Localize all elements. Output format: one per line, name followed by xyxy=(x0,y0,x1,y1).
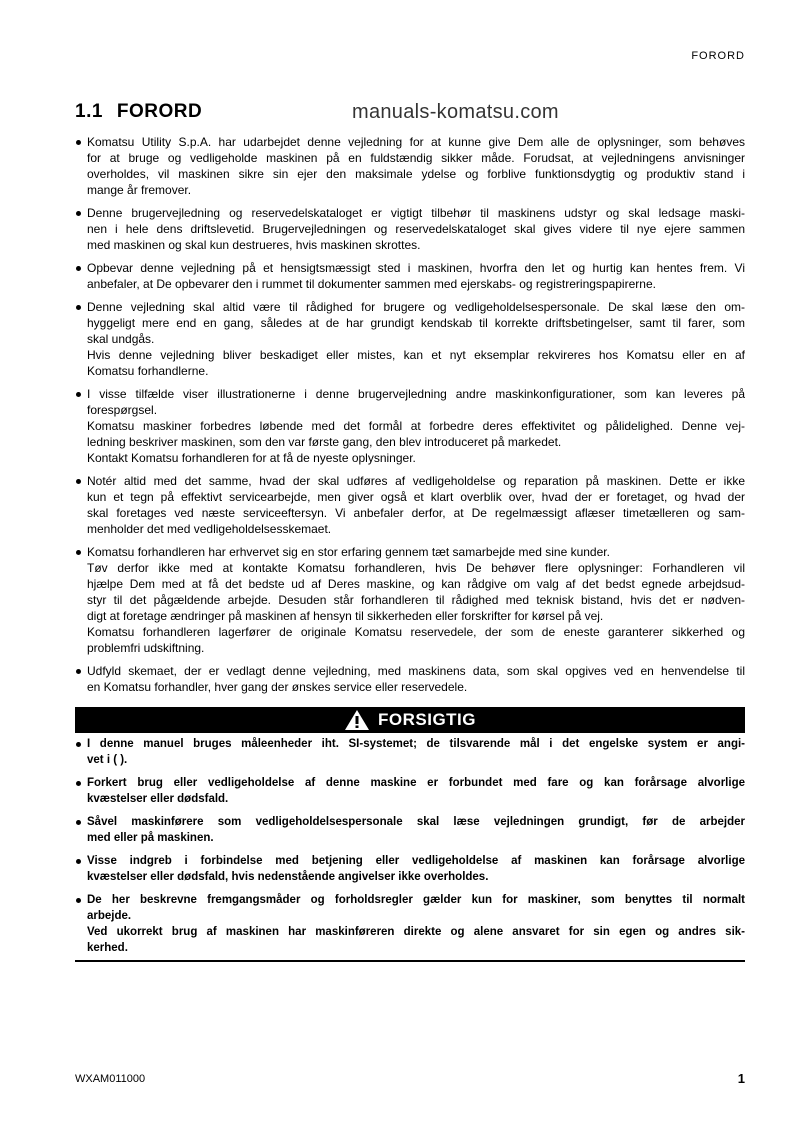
text-line: ledning beskriver maskinen, som den var første gang, den blev introduceret på markedet. xyxy=(87,435,562,449)
text-line: overholdes, vil maskinen sikre sin ejer den maksimale ydelse og forblive funktionsdygtig og produktiv stand i xyxy=(87,167,745,181)
list-item xyxy=(75,473,745,537)
list-item xyxy=(75,892,745,956)
text-line: med maskinen og skal kun destrueres, hvis maskinen skrottes. xyxy=(87,238,421,252)
text-line: Hvis denne vejledning bliver beskadiget eller mistes, kan et nyt eksemplar rekvireres hos Komatsu eller en af xyxy=(87,348,745,362)
text-line: en Komatsu forhandler, hver gang der ønskes service eller reservedele. xyxy=(87,680,468,694)
text-line: vet i ( ). xyxy=(87,754,128,766)
text-line: kun et tegn på effektivt servicearbejde, men giver også et klart overblik over, hvad der er foretaget, og hvad der xyxy=(87,490,745,504)
text-line: kvæstelser eller dødsfald. xyxy=(87,793,229,805)
text-line: Komatsu maskiner forbedres løbende med det formål at forbedre deres effektivitet og pålidelighed. Denne vej- xyxy=(87,419,745,433)
text-line: menholder det med vedligeholdelsesskemaet. xyxy=(87,522,332,536)
text-line: kvæstelser eller dødsfald, hvis nedenstående angivelser ikke overholdes. xyxy=(87,871,489,883)
text-line: anbefaler, at De opbevarer den i rummet til dokumenter sammen med ejerskabs- og registreringspapirerne. xyxy=(87,277,656,291)
text-line: Notér altid med det samme, hvad der skal udføres af vedligeholdelse og reparation på maskinen. Dette er ikke xyxy=(87,474,745,488)
text-line: mange år fremover. xyxy=(87,183,192,197)
watermark: manuals-komatsu.com xyxy=(352,101,559,123)
caution-label: FORSIGTIG xyxy=(378,710,476,729)
section-number: 1.1 xyxy=(75,101,103,122)
bullet-icon xyxy=(76,211,81,216)
list-item xyxy=(75,775,745,807)
section-title-text: FORORD xyxy=(116,101,203,122)
bullet-icon xyxy=(76,266,81,271)
running-header: FORORD xyxy=(691,50,745,62)
list-item xyxy=(75,736,745,768)
section-title xyxy=(75,101,202,123)
list-item xyxy=(75,260,745,292)
bullet-icon xyxy=(76,820,81,825)
text-line: Forkert brug eller vedligeholdelse af denne maskine er forbundet med fare og kan forårsage alvorlige xyxy=(87,777,745,789)
text-line: nen i hele dens driftslevetid. Brugervejledningen og reservedelskataloget skal gives videre til nye ejere sammen xyxy=(87,222,745,236)
text-line: Ved ukorrekt brug af maskinen har maskinføreren direkte og alene ansvaret for sin egen og andres sik- xyxy=(87,926,745,938)
text-line: Komatsu Utility S.p.A. har udarbejdet denne vejledning for at kunne give Dem alle de oplysninger, som behøves xyxy=(87,135,745,149)
text-line: Komatsu forhandleren lagerfører de originale Komatsu reservedele, der som de eneste garanterer sikkerhed og xyxy=(87,625,745,639)
text-line: Udfyld skemaet, der er vedlagt denne vejledning, med maskinens data, som skal opgives ved en henvendelse til xyxy=(87,664,745,678)
text-line: Komatsu forhandlerne. xyxy=(87,364,209,378)
text-line: digt at foretage ændringer på maskinen af hensyn til sikkerheden eller forskrifter for kørsel på vej. xyxy=(87,609,604,623)
bullet-icon xyxy=(76,859,81,864)
text-line: styr til det pågældende arbejde. Desuden står forhandleren til rådighed med teknisk bistand, hvis det er nødven- xyxy=(87,593,745,607)
text-line: Denne brugervejledning og reservedelskataloget er vigtigt tilbehør til maskinens udstyr og skal ledsage maski- xyxy=(87,206,745,220)
bullet-icon xyxy=(76,140,81,145)
text-line: problemfri udskiftning. xyxy=(87,641,205,655)
bullet-icon xyxy=(76,669,81,674)
intro-bullet-list xyxy=(75,134,745,702)
text-line: skal foretages ved næste serviceeftersyn. Vi anbefaler derfor, at De regelmæssigt aflæser timetælleren og sam- xyxy=(87,506,745,520)
caution-bullet-list xyxy=(75,736,745,963)
caution-banner xyxy=(75,707,745,733)
text-line: kerhed. xyxy=(87,942,128,954)
bullet-icon xyxy=(76,550,81,555)
text-line: forespørgsel. xyxy=(87,403,158,417)
list-item xyxy=(75,299,745,379)
text-line: Tøv derfor ikke med at kontakte Komatsu forhandleren, hvis De behøver flere oplysninger: Forhandleren vil xyxy=(87,561,745,575)
text-line: med eller på maskinen. xyxy=(87,832,214,844)
bullet-icon xyxy=(76,898,81,903)
caution-bottom-rule xyxy=(75,960,745,962)
list-item xyxy=(75,134,745,198)
document-code: WXAM011000 xyxy=(75,1073,146,1085)
text-line: arbejde. xyxy=(87,910,132,922)
text-line: hyggeligt mere end en gang, således at de har grundigt kendskab til korrekte driftsbetingelser, samt til farer, som xyxy=(87,316,745,330)
text-line: Komatsu forhandleren har erhvervet sig en stor erfaring gennem tæt samarbejde med sine kunder. xyxy=(87,545,610,559)
list-item xyxy=(75,663,745,695)
text-line: hjælpe Dem med at få det bedste ud af Deres maskine, og kan rådgive om valg af det bedst egnede arbejdsud- xyxy=(87,577,745,591)
text-line: I visse tilfælde viser illustrationerne i denne brugervejledning andre maskinkonfigurationer, som kan leveres på xyxy=(87,387,745,401)
text-line: skal undgås. xyxy=(87,332,155,346)
text-line: Visse indgreb i forbindelse med betjening eller vedligeholdelse af maskinen kan forårsage alvorlige xyxy=(87,855,745,867)
text-line: Opbevar denne vejledning på et hensigtsmæssigt sted i maskinen, hvorfra den let og hurtig kan hentes frem. Vi xyxy=(87,261,745,275)
bullet-icon xyxy=(76,781,81,786)
warning-triangle-icon xyxy=(344,709,370,731)
text-line: I denne manuel bruges måleenheder iht. SI-systemet; de tilsvarende mål i det engelske system er angi- xyxy=(87,738,745,750)
text-line: for at bruge og vedligeholde maskinen på en fuldstændig sikker måde. Forudsat, at vejledningens anvisninger xyxy=(87,151,745,165)
bullet-icon xyxy=(76,392,81,397)
text-line: De her beskrevne fremgangsmåder og forholdsregler gælder kun for maskiner, som benyttes til normalt xyxy=(87,894,745,906)
text-line: Kontakt Komatsu forhandleren for at få de nyeste oplysninger. xyxy=(87,451,416,465)
list-item xyxy=(75,814,745,846)
text-line: Såvel maskinførere som vedligeholdelsespersonale skal læse vejledningen grundigt, før de arbejder xyxy=(87,816,745,828)
text-line: Denne vejledning skal altid være til rådighed for brugere og vedligeholdelsespersonale. De skal læse den om- xyxy=(87,300,745,314)
bullet-icon xyxy=(76,305,81,310)
bullet-icon xyxy=(76,742,81,747)
list-item xyxy=(75,853,745,885)
list-item xyxy=(75,544,745,656)
list-item xyxy=(75,386,745,466)
list-item xyxy=(75,205,745,253)
page-number: 1 xyxy=(737,1071,745,1086)
bullet-icon xyxy=(76,479,81,484)
